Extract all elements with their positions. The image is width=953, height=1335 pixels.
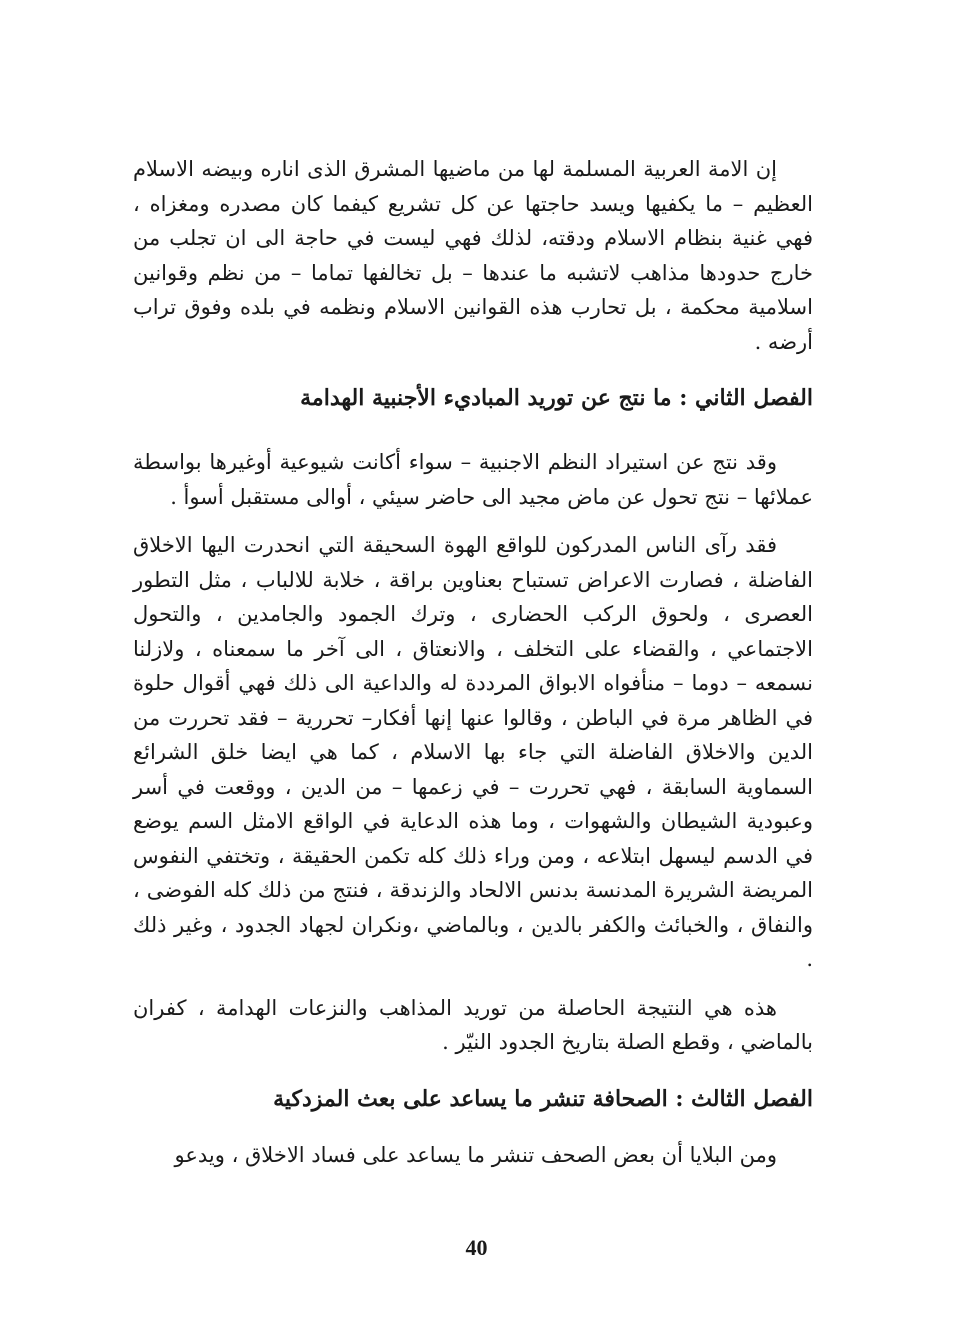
document-body xyxy=(133,152,813,1172)
spacer xyxy=(133,415,813,445)
paragraph-5: ومن البلايا أن بعض الصحف تنشر ما يساعد على فساد الاخلاق ، ويدعو xyxy=(174,1142,777,1167)
paragraph-3: فقد رآى الناس المدركون للواقع الهوة السحيقة التي انحدرت اليها الاخلاق الفاضلة ، فصارت الاعراض تستباح بعناوين براقة ، خلابة للالباب ، مثل التطور العصرى ، ولحوق الركب الحضارى ، وترك الجمود والجامدين ، والتحول الاجتماعي ، والقضاء على التخلف ، والانعتاق ، الى آخر ما سمعناه ، ولازلنا نسمعه – دوما – منأفواه الابواق المرددة له والداعية الى ذلك فهي أقوال حلوة في الظاهر مرة في الباطن ، وقالوا عنها إنها أفكار– تحررية – فقد تحررت من الدين والاخلاق الفاضلة التي جاء بها الاسلام ، كما هي ايضا خلق الشرائع السماوية السابقة ، فهي تحررت – في زعمها – من الدين ، ووقعت في أسر وعبودية الشيطان والشهوات ، وما هذه الدعاية في الواقع الامثل السم يوضع في الدسم ليسهل ابتلاعه ، ومن وراء ذلك كله تكمن الحقيقة ، وتختفي النفوس المريضة الشريرة المدنسة بدنس الالحاد والزندقة ، فنتج من ذلك كله الفوضى ، والنفاق ، والخبائث والكفر بالدين ، وبالماضي ،ونكران لجهاد الجدود ، وغير ذلك . xyxy=(133,533,813,971)
chapter-heading-3: الفصل الثالث : الصحافة تنشر ما يساعد على بعث المزدكية xyxy=(273,1085,813,1112)
spacer xyxy=(133,1060,813,1082)
paragraph-1: إن الامة العربية المسلمة لها من ماضيها المشرق الذى اناره وبيضه الاسلام العظيم – ما يكفيها ويسد حاجتها عن كل تشريع كيفما كان مصدره ومغزاه ، فهي غنية بنظام الاسلام ودقته، لذلك فهي ليست في حاجة الى ان تجلب من خارج حدودها مذاهب لاتشبه ما عندها – بل تخالفها تماما – من نظم وقوانين اسلامية محكمة ، بل تحارب هذه القوانين الاسلام ونظمه في بلده وفوق تراب أرضه . xyxy=(133,157,813,354)
chapter-heading-2: الفصل الثاني : ما نتج عن توريد المباديء الأجنبية الهدامة xyxy=(300,385,813,411)
paragraph-2: وقد نتج عن استيراد النظم الاجنبية – سواء أكانت شيوعية أوغيرها بواسطة عملائها – نتج تحول عن ماض مجيد الى حاضر سيئي ، أوالى مستقبل أسوأ . xyxy=(133,450,813,509)
spacer xyxy=(133,977,813,991)
paragraph-4: هذه هي النتيجة الحاصلة من توريد المذاهب والنزعات الهدامة ، كفران بالماضي ، وقطع الصلة بتاريخ الجدود النيّر . xyxy=(133,995,813,1054)
spacer xyxy=(133,514,813,528)
page-number: 40 xyxy=(465,1235,488,1260)
spacer xyxy=(133,1116,813,1138)
spacer xyxy=(133,359,813,381)
